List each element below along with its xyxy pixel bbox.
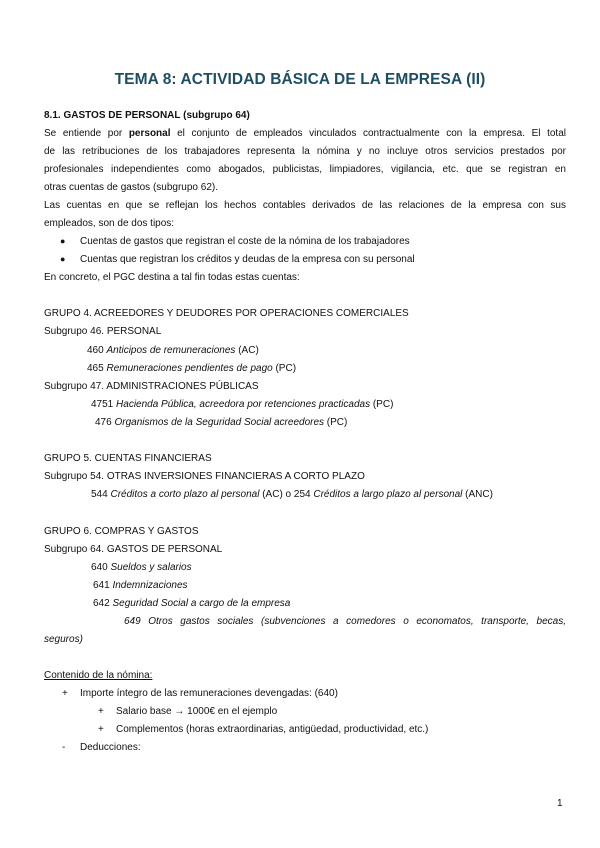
group-heading: GRUPO 6. COMPRAS Y GASTOS xyxy=(44,526,199,537)
paragraph-line: otras cuentas de gastos (subgrupo 62). xyxy=(44,182,218,193)
paragraph-line xyxy=(44,127,566,140)
account-name: Sueldos y salarios xyxy=(110,562,192,573)
account-line: 649 Otros gastos sociales (subvenciones a comedores o economatos, transporte, becas, xyxy=(124,616,566,627)
bullet-item: Cuentas de gastos que registran el coste de la nómina de los trabajadores xyxy=(80,236,410,247)
paragraph-line: de las retribuciones de los trabajadores representa la nómina y no incluye otros servicios prestados por xyxy=(44,146,566,157)
account-code: 641 xyxy=(93,580,113,591)
account-tag: (AC) xyxy=(235,345,259,356)
bullet-dot-icon: ● xyxy=(60,254,66,264)
account-name: Organismos de la Seguridad Social acreedores xyxy=(114,417,325,428)
subgroup-heading: Subgrupo 47. ADMINISTRACIONES PÚBLICAS xyxy=(44,381,259,392)
account-name: Anticipos de remuneraciones xyxy=(106,345,236,356)
account-code: 476 xyxy=(95,417,115,428)
account-name: Hacienda Pública, acreedora por retenciones practicadas xyxy=(116,399,371,410)
paragraph-line: En concreto, el PGC destina a tal fin todas estas cuentas: xyxy=(44,272,300,283)
text-span: Se entiende por xyxy=(44,128,129,139)
group-heading: GRUPO 4. ACREEDORES Y DEUDORES POR OPERACIONES COMERCIALES xyxy=(44,308,409,319)
account-name: Indemnizaciones xyxy=(112,580,188,591)
account-code: 465 xyxy=(87,363,107,374)
subgroup-heading: Subgrupo 54. OTRAS INVERSIONES FINANCIERAS A CORTO PLAZO xyxy=(44,471,365,482)
account-tag: (PC) xyxy=(370,399,394,410)
group-heading: GRUPO 5. CUENTAS FINANCIERAS xyxy=(44,453,212,464)
subgroup-heading: Subgrupo 46. PERSONAL xyxy=(44,326,162,337)
page-number: 1 xyxy=(557,798,563,809)
plus-marker-icon: + xyxy=(98,706,104,717)
account-name: Créditos a corto plazo al personal xyxy=(110,489,260,500)
account-code: 544 xyxy=(91,489,111,500)
paragraph-line: empleados, son de dos tipos: xyxy=(44,218,175,229)
account-line xyxy=(91,561,192,574)
list-subitem: Complementos (horas extraordinarias, antigüedad, productividad, etc.) xyxy=(116,724,429,735)
paragraph-line: Las cuentas en que se reflejan los hechos contables derivados de las relaciones de la empresa con sus xyxy=(44,200,566,211)
account-tag: (PC) xyxy=(272,363,297,374)
account-name: Seguridad Social a cargo de la empresa xyxy=(112,598,291,609)
account-name: Créditos a largo plazo al personal xyxy=(313,489,463,500)
subgroup-heading: Subgrupo 64. GASTOS DE PERSONAL xyxy=(44,544,223,555)
account-line: seguros) xyxy=(44,634,83,645)
account-code: 640 xyxy=(91,562,111,573)
bullet-item: Cuentas que registran los créditos y deudas de la empresa con su personal xyxy=(80,254,415,265)
text-span: el conjunto de empleados vinculados contractualmente con la empresa. El total xyxy=(170,128,566,139)
account-name: Remuneraciones pendientes de pago xyxy=(106,363,273,374)
account-line xyxy=(91,488,493,501)
minus-marker-icon: - xyxy=(62,742,66,753)
account-tag: (ANC) xyxy=(462,489,493,500)
account-tag: (PC) xyxy=(324,417,348,428)
plus-marker-icon: + xyxy=(98,724,104,735)
account-line xyxy=(93,579,188,592)
section-heading-prefix: 8.1. GASTOS DE PERSONAL xyxy=(44,110,184,121)
plus-marker-icon: + xyxy=(62,688,68,699)
account-line xyxy=(87,362,296,375)
account-code: 4751 xyxy=(91,399,117,410)
section-heading xyxy=(44,109,250,122)
account-code: 460 xyxy=(87,345,107,356)
bold-term: personal xyxy=(128,128,171,139)
account-tag: (AC) o 254 xyxy=(259,489,314,500)
list-item: Importe íntegro de las remuneraciones devengadas: (640) xyxy=(80,688,338,699)
list-item: Deducciones: xyxy=(80,742,141,753)
page-title: TEMA 8: ACTIVIDAD BÁSICA DE LA EMPRESA (II) xyxy=(114,71,486,88)
account-line xyxy=(95,416,347,429)
nomina-heading: Contenido de la nómina: xyxy=(44,670,153,681)
paragraph-line: profesionales independientes como abogados, publicistas, limpiadores, vigilancia, etc. que se registran en xyxy=(44,164,566,175)
bullet-dot-icon: ● xyxy=(60,236,66,246)
account-line xyxy=(91,398,393,411)
account-line xyxy=(93,597,290,610)
account-line xyxy=(87,344,259,357)
list-subitem: Salario base → 1000€ en el ejemplo xyxy=(116,706,278,717)
section-heading-suffix: (subgrupo 64) xyxy=(183,110,250,121)
account-code: 642 xyxy=(93,598,113,609)
